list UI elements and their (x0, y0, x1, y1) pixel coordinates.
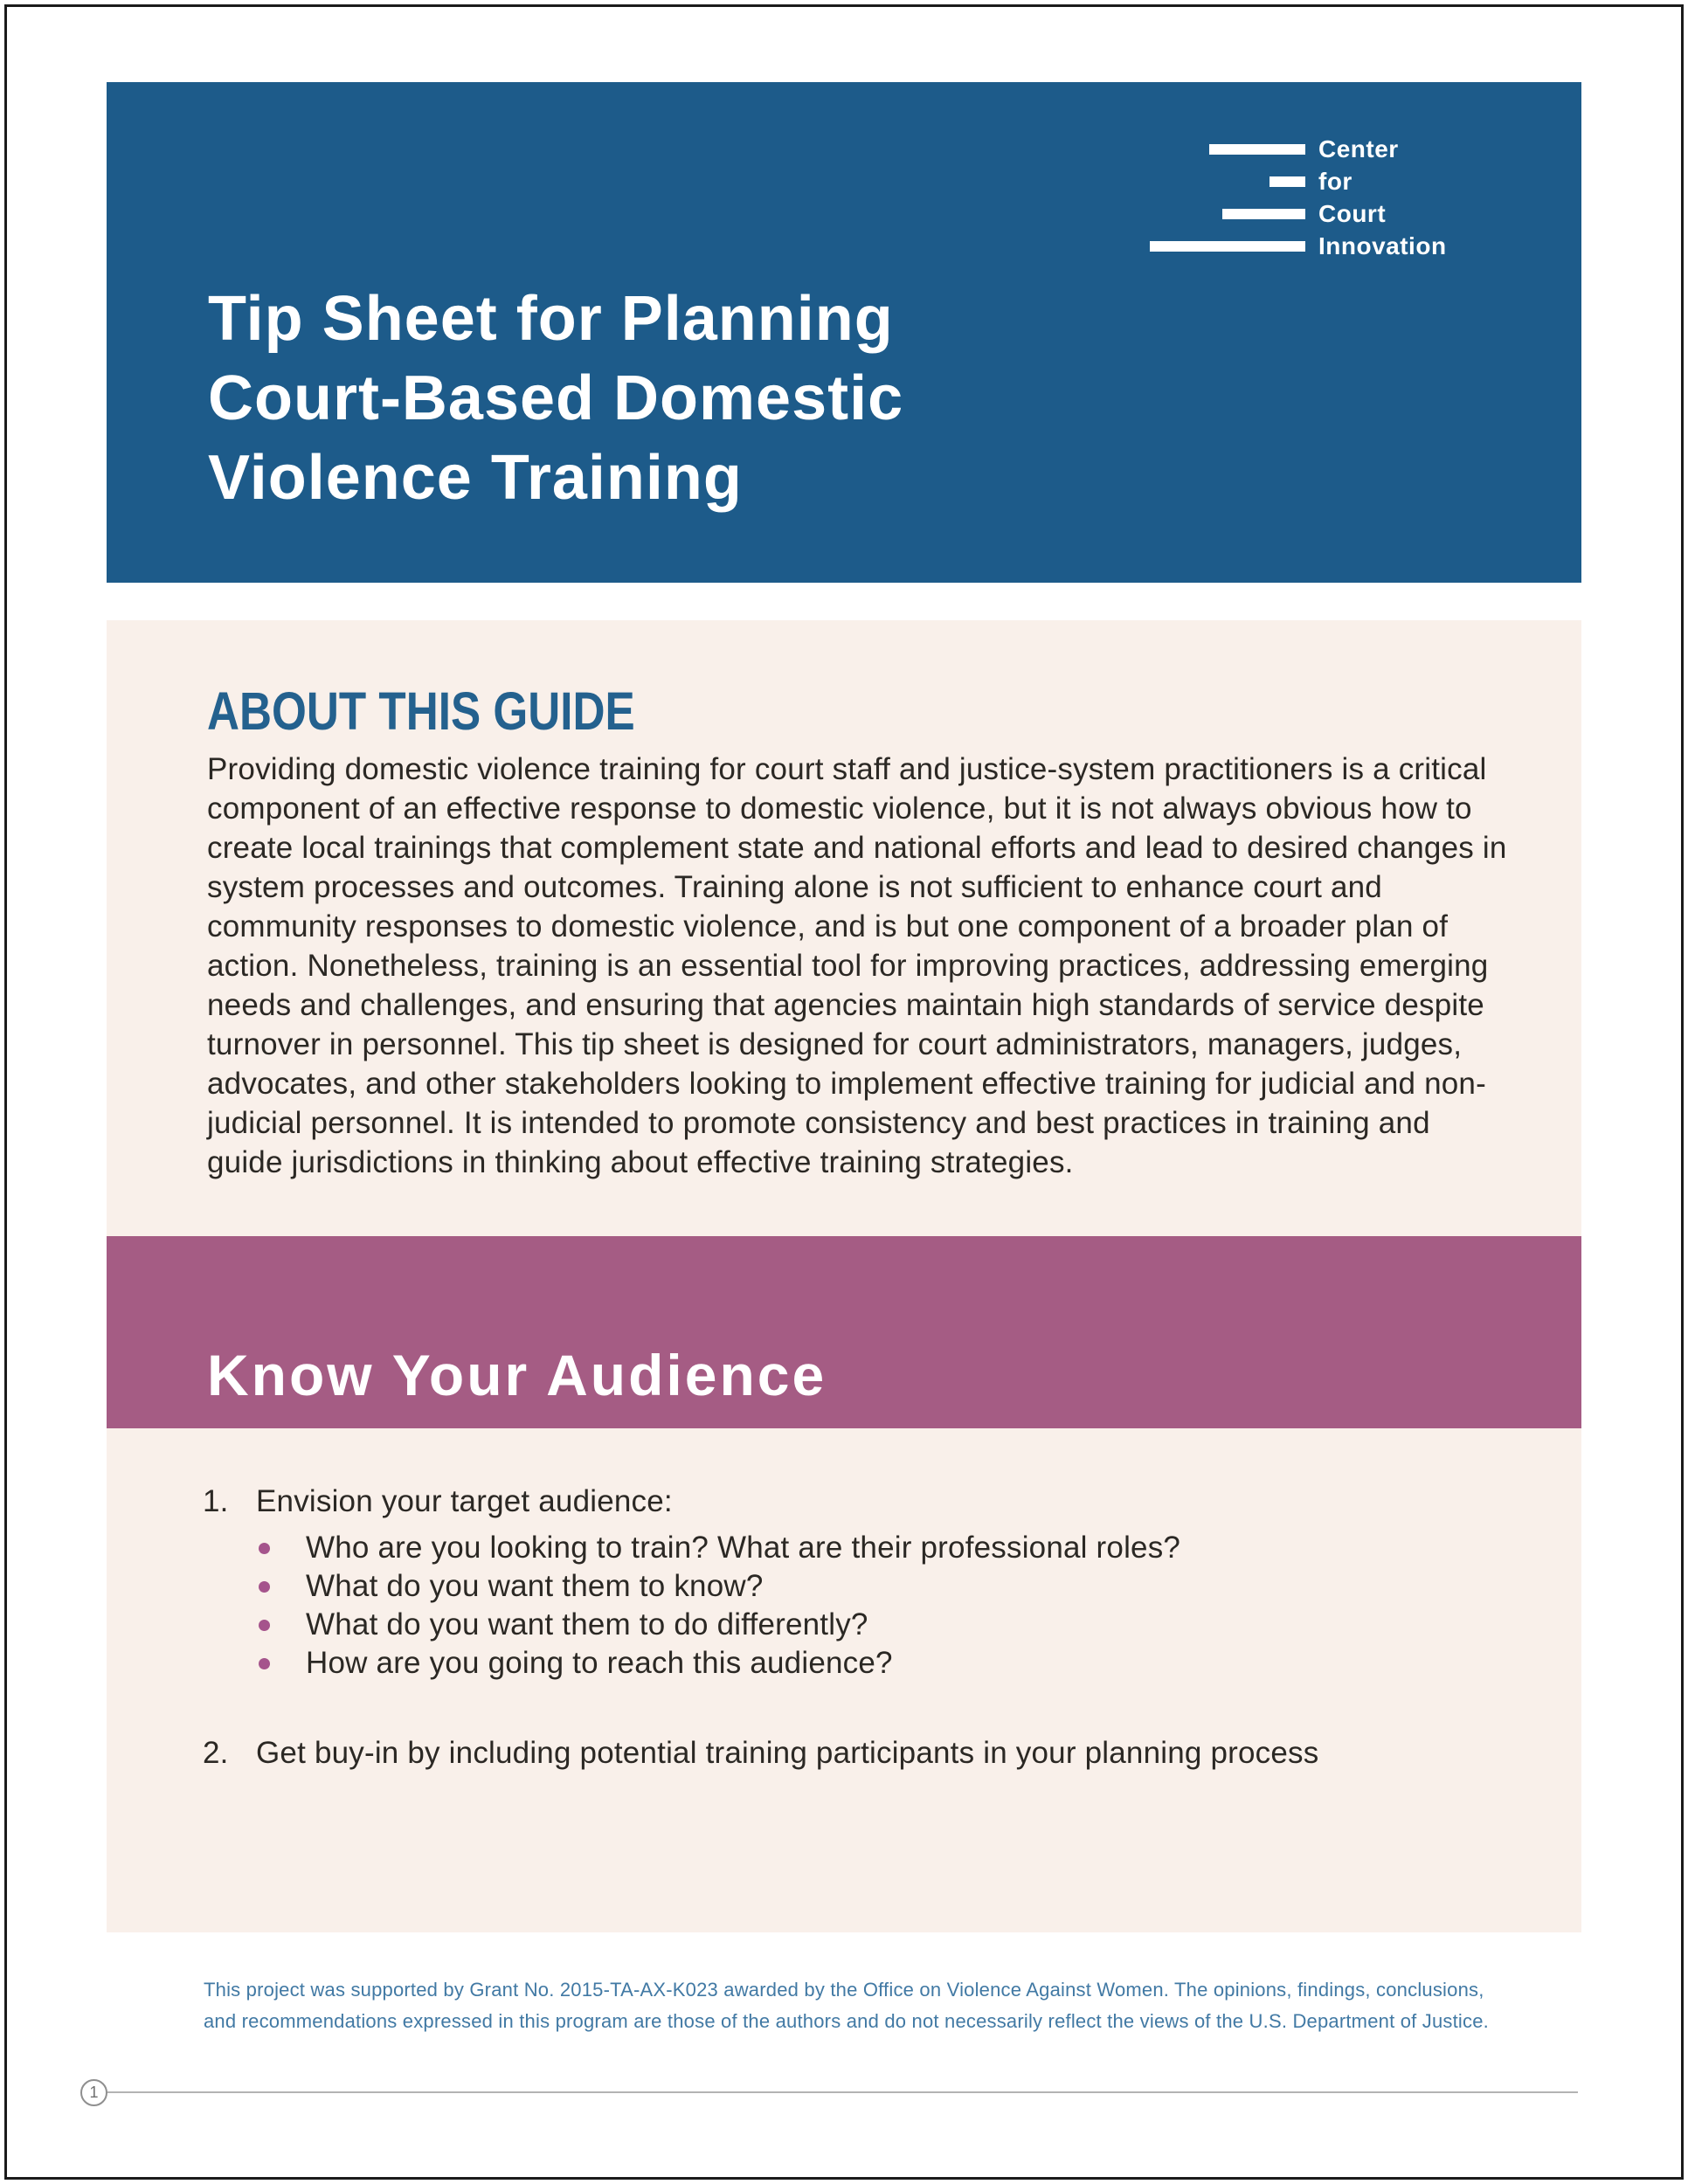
list-section (107, 1428, 1581, 1932)
bullet-text: What do you want them to do differently? (306, 1607, 868, 1641)
logo-row (1150, 197, 1482, 230)
logo-text-line: Innovation (1318, 232, 1447, 259)
list-item-text: Get buy-in by including potential training participants in your planning process (256, 1736, 1319, 1770)
title-line: Tip Sheet for Planning (208, 284, 894, 354)
page-number: 1 (89, 2084, 99, 2101)
logo-row (1150, 165, 1482, 197)
logo-text-line: Center (1318, 135, 1399, 162)
logo-bar-icon (1150, 241, 1305, 252)
numbered-list (203, 1482, 1531, 1773)
page-number-badge (80, 2079, 107, 2106)
logo-bar-icon (1222, 209, 1305, 219)
document-title (208, 280, 903, 518)
logo-bar-icon (1269, 176, 1305, 187)
logo-row (1150, 230, 1482, 262)
logo-row (1150, 133, 1482, 165)
section-banner (107, 1236, 1581, 1428)
footer-rule (107, 2091, 1578, 2093)
logo-text-line: for (1318, 167, 1352, 195)
bullet-item (256, 1606, 1531, 1644)
logo-bar-icon (1209, 144, 1305, 155)
about-section (107, 620, 1581, 1236)
center-for-court-innovation-logo (1150, 133, 1482, 262)
about-paragraph: Providing domestic violence training for court staff and justice-system practitioners is a critical component of an effective response to domestic violence, but it is not always obvious how to create local trainings that complement state and national efforts and lead to desired changes in system processes and outcomes. Training alone is not sufficient to enhance court and community responses to domestic violence, and is but one component of a broader plan of action. Nonetheless, training is an essential tool for improving practices, addressing emerging needs and challenges, and ensuring that agencies maintain high standards of service despite turnover in personnel. This tip sheet is designed for court administrators, managers, judges, advocates, and other stakeholders looking to implement effective training for judicial and non-judicial personnel. It is intended to promote consistency and best practices in training and guide jurisdictions in thinking about effective training strategies. (207, 752, 1507, 1179)
bullet-text: What do you want them to know? (306, 1569, 764, 1603)
grant-disclaimer: This project was supported by Grant No. 2015-TA-AX-K023 awarded by the Office on Violence Against Women. The opinions, findings, conclusions, and recommendations expressed in this program are those of the authors and do not necessarily reflect the views of the U.S. Department of Justice. (204, 1979, 1489, 2032)
bullet-text: Who are you looking to train? What are their professional roles? (306, 1531, 1181, 1565)
bullet-text: How are you going to reach this audience? (306, 1646, 893, 1680)
title-line: Violence Training (208, 443, 743, 513)
bullet-list (256, 1529, 1531, 1683)
bullet-item (256, 1644, 1531, 1683)
bullet-icon (259, 1581, 270, 1593)
list-item (203, 1482, 1531, 1521)
bullet-item (256, 1567, 1531, 1606)
logo-text-line: Court (1318, 199, 1387, 227)
bullet-item (256, 1529, 1531, 1567)
list-item-text: Envision your target audience: (256, 1484, 673, 1518)
section-title: Know Your Audience (207, 1343, 827, 1407)
list-item (203, 1734, 1531, 1773)
bullet-icon (259, 1620, 270, 1631)
title-line: Court-Based Domestic (208, 363, 904, 433)
bullet-icon (259, 1658, 270, 1669)
list-item-number: 1. (203, 1484, 229, 1518)
bullet-icon (259, 1543, 270, 1554)
about-heading: ABOUT THIS GUIDE (207, 681, 635, 741)
header-banner (107, 82, 1581, 583)
list-item-number: 2. (203, 1736, 229, 1770)
